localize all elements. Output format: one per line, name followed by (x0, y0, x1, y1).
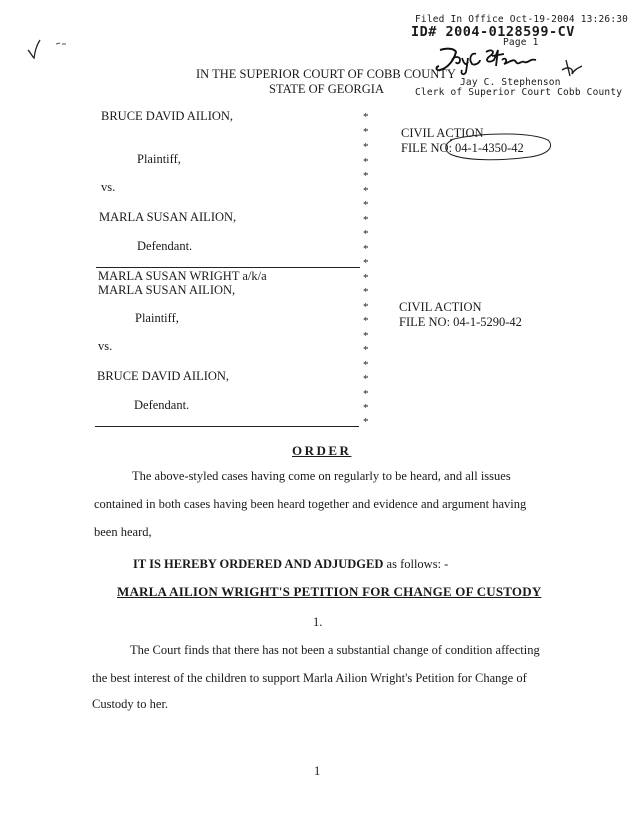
star-divider: * (363, 228, 369, 240)
star-divider: * (363, 416, 369, 428)
section-number: 1. (313, 615, 323, 629)
finding-paragraph-line: the best interest of the children to support Marla Ailion Wright's Petition for Change of (92, 671, 527, 685)
case2-versus: vs. (98, 339, 113, 353)
finding-paragraph-line: The Court finds that there has not been a substantial change of condition affecting (130, 643, 540, 657)
filing-id: ID# 2004-0128599-CV (411, 24, 575, 40)
court-state: STATE OF GEORGIA (269, 82, 384, 96)
file-number-circle-icon (440, 130, 556, 164)
star-divider: * (363, 243, 369, 255)
star-divider: * (363, 272, 369, 284)
case1-versus: vs. (101, 180, 116, 194)
case2-defendant-role: Defendant. (134, 398, 190, 412)
star-divider: * (363, 199, 369, 211)
court-name: IN THE SUPERIOR COURT OF COBB COUNTY (196, 67, 456, 81)
adjudged-rest-text: as follows: - (383, 557, 449, 571)
star-divider: * (363, 330, 369, 342)
stamp-page-label: Page 1 (503, 37, 539, 48)
star-divider: * (363, 141, 369, 153)
case2-civil-action-label: CIVIL ACTION (399, 300, 482, 314)
order-paragraph-line: been heard, (94, 525, 152, 539)
case1-file-label: FILE NO: (401, 141, 453, 155)
adjudged-bold-text: IT IS HEREBY ORDERED AND ADJUDGED (133, 557, 384, 571)
order-paragraph-line: contained in both cases having been heard together and evidence and argument having (94, 497, 527, 511)
case1-civil-action-label: CIVIL ACTION (401, 126, 484, 140)
case2-defendant-name: BRUCE DAVID AILION, (97, 369, 230, 383)
star-divider: * (363, 185, 369, 197)
caption-bottom-line (95, 426, 359, 427)
case1-defendant-role: Defendant. (137, 239, 193, 253)
star-divider: * (363, 402, 369, 414)
case1-plaintiff-role: Plaintiff, (137, 152, 181, 166)
clerk-title: Clerk of Superior Court Cobb County (415, 87, 623, 98)
star-divider: * (363, 156, 369, 168)
case1-plaintiff-name: BRUCE DAVID AILION, (101, 109, 234, 123)
star-divider: * (363, 170, 369, 182)
star-divider: * (363, 315, 369, 327)
order-title: ORDER (292, 443, 352, 458)
finding-paragraph-line: Custody to her. (92, 697, 169, 711)
star-divider: * (363, 344, 369, 356)
star-divider: * (363, 388, 369, 400)
star-divider: * (363, 126, 369, 138)
adjudged-line (133, 557, 448, 572)
order-paragraph-line: The above-styled cases having come on regularly to be heard, and all issues (132, 469, 511, 483)
star-divider: * (363, 301, 369, 313)
margin-initials-icon (560, 58, 584, 80)
case-divider-line (96, 267, 360, 268)
star-divider: * (363, 359, 369, 371)
margin-check-mark-icon (26, 36, 70, 62)
star-divider: * (363, 111, 369, 123)
case2-plaintiff-role: Plaintiff, (135, 311, 179, 325)
case1-defendant-name: MARLA SUSAN AILION, (99, 210, 237, 224)
case2-file-number: FILE NO: 04-1-5290-42 (399, 315, 522, 329)
case1-file-number: 04-1-4350-42 (455, 141, 524, 155)
star-divider: * (363, 373, 369, 385)
filed-stamp-line: Filed In Office Oct-19-2004 13:26:30 (415, 14, 629, 25)
star-divider: * (363, 257, 369, 269)
case2-plaintiff-name-line2: MARLA SUSAN AILION, (98, 283, 236, 297)
clerk-name: Jay C. Stephenson (460, 77, 561, 88)
star-divider: * (363, 286, 369, 298)
section-heading: MARLA AILION WRIGHT'S PETITION FOR CHANGE OF CUSTODY (117, 584, 542, 599)
case2-plaintiff-name-line1: MARLA SUSAN WRIGHT a/k/a (98, 269, 267, 283)
star-divider: * (363, 214, 369, 226)
page-number: 1 (314, 764, 321, 778)
